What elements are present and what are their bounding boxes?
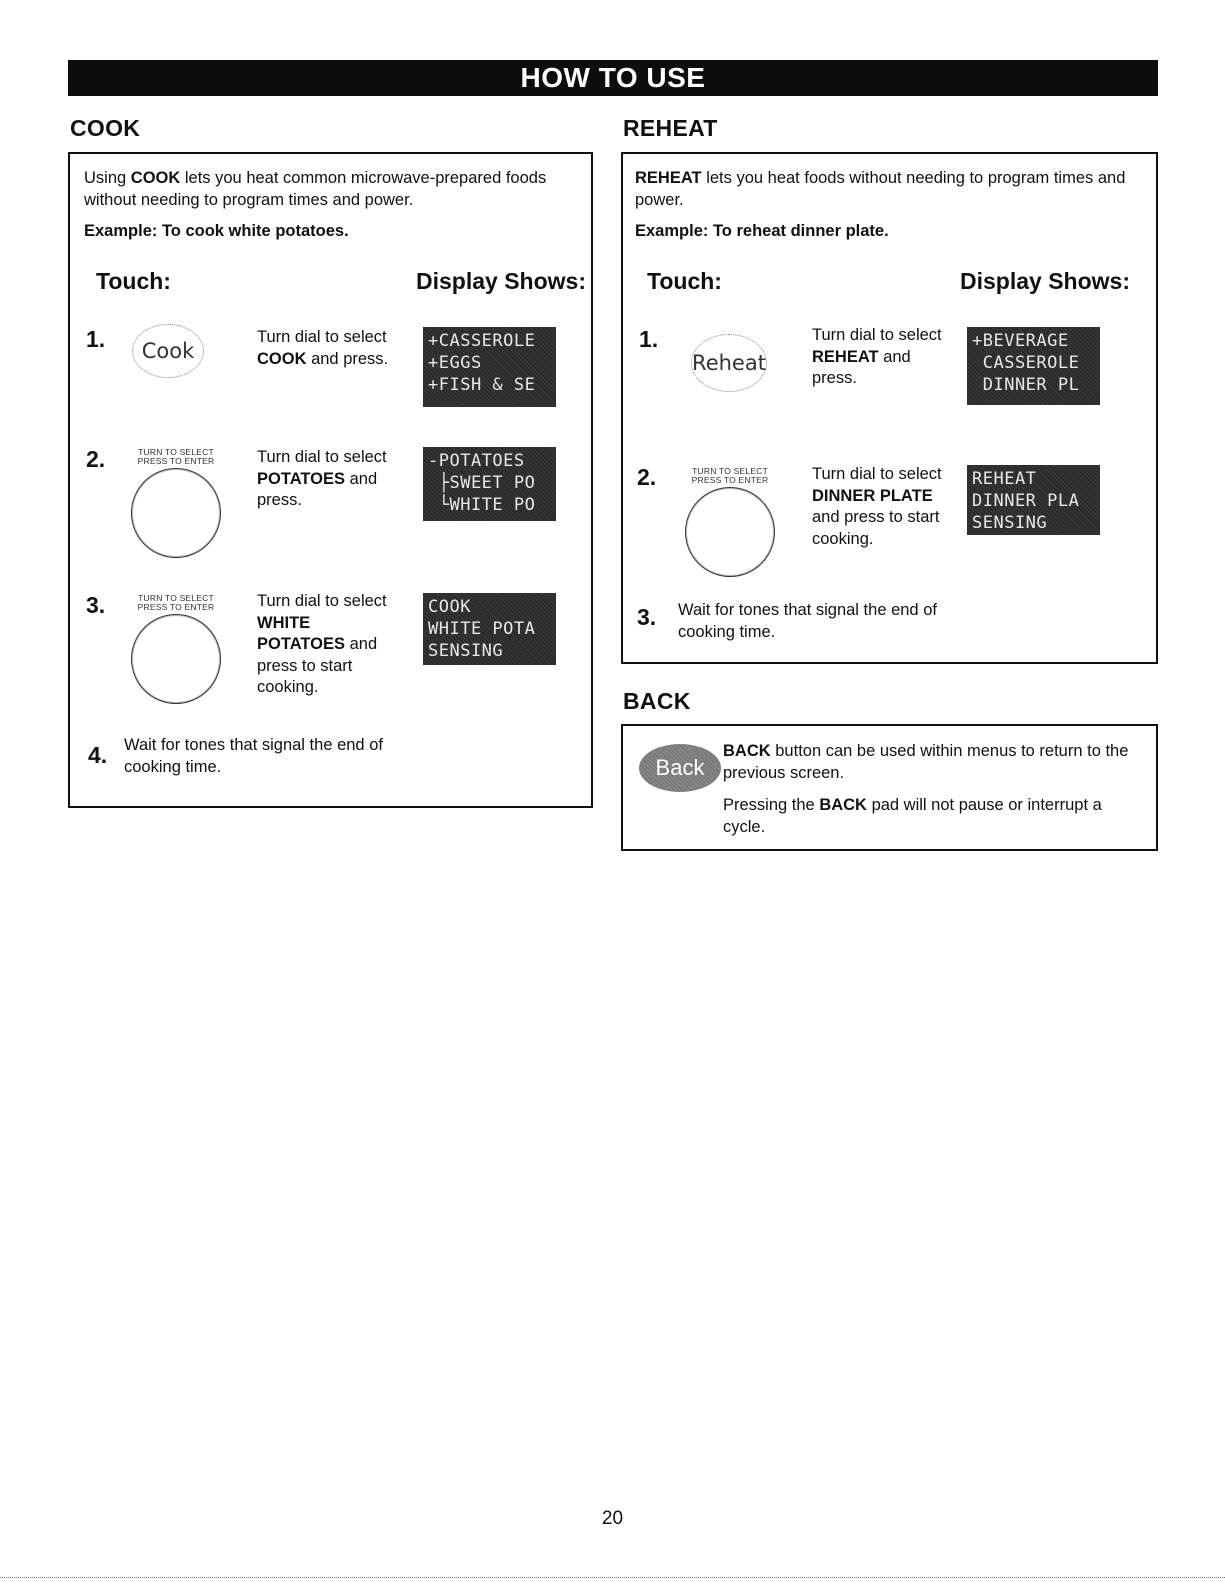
cook-step-3-dial[interactable] <box>116 594 236 704</box>
reheat-pad-button[interactable]: Reheat <box>691 334 767 392</box>
back-section-title: BACK <box>623 688 691 714</box>
display-line: DINNER PL <box>972 375 1080 395</box>
display-line: COOK <box>428 597 471 617</box>
display-line: +EGGS <box>428 353 482 373</box>
cook-panel <box>68 152 593 808</box>
dial-knob[interactable] <box>131 468 221 558</box>
reheat-step-2-number: 2. <box>637 464 657 490</box>
display-line: REHEAT <box>972 469 1037 489</box>
display-line: └WHITE PO <box>428 495 536 515</box>
cook-step-4-text: Wait for tones that signal the end of cooking time. <box>124 736 383 776</box>
dial-knob[interactable] <box>685 487 775 577</box>
display-line: -POTATOES <box>428 451 525 471</box>
cook-step-3-number: 3. <box>86 592 106 618</box>
reheat-step-2-dial[interactable] <box>670 467 790 577</box>
display-line: DINNER PLA <box>972 491 1080 511</box>
cook-touch-heading: Touch: <box>96 268 171 294</box>
dial-label-top: TURN TO SELECT <box>138 593 214 603</box>
reheat-step-2-display <box>967 465 1100 535</box>
cook-display-heading: Display Shows: <box>416 268 586 294</box>
page-bottom-rule <box>0 1577 1225 1578</box>
reheat-step-2-text: Turn dial to select DINNER PLATE and press to start cooking. <box>812 465 942 548</box>
cook-step-3-display <box>423 593 556 665</box>
cook-step-2-text: Turn dial to select POTATOES and press. <box>257 448 387 509</box>
cook-step-1-number: 1. <box>86 326 106 352</box>
reheat-step-3-text: Wait for tones that signal the end of cooking time. <box>678 601 937 641</box>
reheat-touch-heading: Touch: <box>647 268 722 294</box>
back-paragraph-2: Pressing the BACK pad will not pause or interrupt a cycle. <box>723 796 1102 836</box>
display-line: ├SWEET PO <box>428 473 536 493</box>
dial-label-bottom: PRESS TO ENTER <box>691 475 769 485</box>
reheat-display-heading: Display Shows: <box>960 268 1130 294</box>
cook-example: Example: To cook white potatoes. <box>84 222 349 240</box>
reheat-panel <box>621 152 1158 664</box>
cook-section-title: COOK <box>70 115 141 141</box>
cook-step-4-number: 4. <box>88 742 108 768</box>
reheat-step-1-display <box>967 327 1100 405</box>
dial-label-bottom: PRESS TO ENTER <box>137 456 215 466</box>
page-number: 20 <box>601 1508 624 1529</box>
cook-step-1-text: Turn dial to select COOK and press. <box>257 328 389 368</box>
back-panel <box>621 724 1158 851</box>
back-paragraph-1: BACK button can be used within menus to return to the previous screen. <box>723 742 1129 782</box>
reheat-step-1-text: Turn dial to select REHEAT and press. <box>812 326 942 387</box>
display-line: +BEVERAGE <box>972 331 1069 351</box>
display-line: CASSEROLE <box>972 353 1080 373</box>
dial-label-bottom: PRESS TO ENTER <box>137 602 215 612</box>
dial-label-top: TURN TO SELECT <box>692 466 768 476</box>
how-to-use-banner: HOW TO USE <box>68 60 1158 96</box>
cook-pad-button[interactable]: Cook <box>132 324 204 378</box>
dial-label-top: TURN TO SELECT <box>138 447 214 457</box>
display-line: WHITE POTA <box>428 619 536 639</box>
cook-step-2-number: 2. <box>86 446 106 472</box>
cook-step-2-dial[interactable] <box>116 448 236 558</box>
dial-knob[interactable] <box>131 614 221 704</box>
cook-step-3-text: Turn dial to select WHITE POTATOES and press to start cooking. <box>257 592 387 696</box>
back-button[interactable]: Back <box>639 744 721 792</box>
cook-intro: Using COOK lets you heat common microwave-prepared foods without needing to program times and power. <box>84 169 547 209</box>
display-line: SENSING <box>972 513 1048 533</box>
reheat-step-1-number: 1. <box>639 326 659 352</box>
reheat-step-3-number: 3. <box>637 604 657 630</box>
reheat-section-title: REHEAT <box>623 115 718 141</box>
cook-step-2-display <box>423 447 556 521</box>
display-line: SENSING <box>428 641 504 661</box>
reheat-intro: REHEAT lets you heat foods without needing to program times and power. <box>635 169 1126 209</box>
display-line: +FISH & SE <box>428 375 536 395</box>
display-line: +CASSEROLE <box>428 331 536 351</box>
reheat-example: Example: To reheat dinner plate. <box>635 222 889 240</box>
cook-step-1-display <box>423 327 556 407</box>
